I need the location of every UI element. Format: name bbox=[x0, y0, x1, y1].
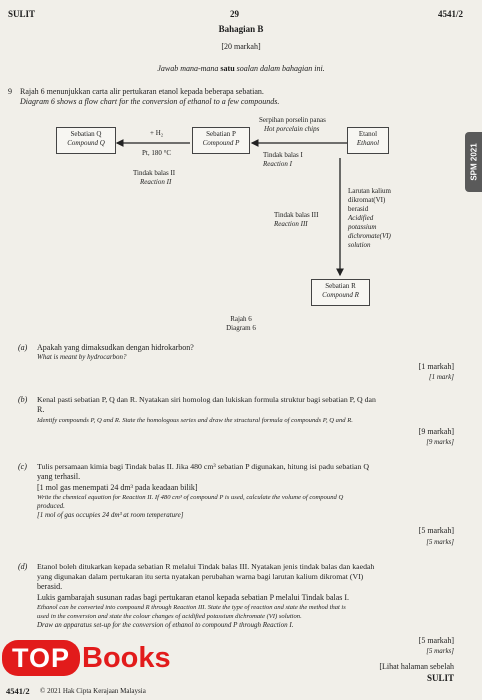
part-b-bm-1: Kenal pasti sebatian P, Q dan R. Nyatakan siri homolog dan lukiskan formula struktur bagi sebatian P, Q dan bbox=[37, 395, 376, 404]
header-sulit: SULIT bbox=[8, 9, 36, 19]
part-b-mark-bm: [9 markah] bbox=[418, 427, 454, 436]
section-title: Bahagian B bbox=[218, 24, 264, 34]
reagent-bm-1: Larutan kalium bbox=[348, 187, 391, 195]
h2-label: + H₂ bbox=[150, 129, 164, 137]
reagent-bm-2: dikromat(VI) bbox=[348, 196, 386, 204]
part-a-mark-bm: [1 markah] bbox=[418, 362, 454, 371]
part-c-mark-bm: [5 markah] bbox=[418, 526, 454, 535]
section-marks: [20 markah] bbox=[221, 42, 261, 51]
part-a-mark-en: [1 mark] bbox=[428, 373, 454, 381]
part-d-label: (d) bbox=[18, 562, 28, 571]
porcelain-bm: Serpihan porselin panas bbox=[259, 116, 326, 124]
reagent-bm-3: berasid bbox=[348, 205, 369, 213]
footer-copyright: © 2021 Hak Cipta Kerajaan Malaysia bbox=[40, 687, 146, 695]
compound-p-box bbox=[192, 127, 250, 154]
part-b-mark-en: [9 marks] bbox=[426, 438, 454, 446]
compound-r-bm: Sebatian R bbox=[325, 282, 356, 290]
ethanol-box bbox=[347, 127, 389, 154]
instruction-text: Jawab mana-mana bbox=[157, 64, 219, 73]
part-c-en-1: Write the chemical equation for Reaction II. If 480 cm³ of compound P is used, calculate the volume of compound Q bbox=[37, 494, 344, 501]
porcelain-en: Hot porcelain chips bbox=[264, 125, 320, 133]
diagram-caption-en: Diagram 6 bbox=[226, 324, 256, 332]
question-intro-bm: Rajah 6 menunjukkan carta alir pertukaran etanol kepada beberapa sebatian. bbox=[20, 87, 264, 96]
part-c-bm-1: Tulis persamaan kimia bagi Tindak balas II. Jika 480 cm³ sebatian P digunakan, hitung isi padu sebatian Q bbox=[37, 462, 369, 471]
instruction-rest: soalan dalam bahagian ini. bbox=[236, 64, 325, 73]
reaction1-en: Reaction I bbox=[263, 160, 292, 168]
part-a-bm: Apakah yang dimaksudkan dengan hidrokarbon? bbox=[37, 343, 194, 352]
compound-p-en: Compound P bbox=[202, 139, 240, 147]
ethanol-bm: Etanol bbox=[358, 130, 378, 138]
reaction3-en: Reaction III bbox=[274, 220, 308, 228]
part-d-en-2: used in the conversion and state the colour changes of acidified potassium dichromate (VI) solution. bbox=[37, 613, 302, 620]
reagent-en-4: solution bbox=[348, 241, 371, 249]
watermark-top: TOP bbox=[2, 640, 80, 676]
diagram-caption-bm: Rajah 6 bbox=[230, 315, 252, 323]
side-tab-label: SPM 2021 bbox=[469, 143, 478, 181]
part-d-bm-4: Lukis gambarajah susunan radas bagi pertukaran etanol kepada sebatian P melalui Tindak balas I. bbox=[37, 593, 350, 602]
watermark-books: Books bbox=[82, 642, 171, 674]
question-intro-en: Diagram 6 shows a flow chart for the conversion of ethanol to a few compounds. bbox=[20, 97, 280, 106]
part-c-en-2: produced. bbox=[37, 502, 65, 510]
part-d-en-3: Draw an apparatus set-up for the conversion of ethanol to compound P through Reaction I. bbox=[37, 621, 294, 629]
compound-q-bm: Sebatian Q bbox=[70, 130, 102, 138]
part-a-label: (a) bbox=[18, 343, 28, 352]
reagent-label bbox=[348, 187, 391, 250]
footer-sulit: SULIT bbox=[426, 673, 454, 683]
compound-r-box bbox=[311, 279, 370, 306]
part-d-en-1: Ethanol can be converted into compound R through Reaction III. State the type of reaction and state the method that is bbox=[37, 604, 346, 611]
paper-code: 4541/2 bbox=[438, 9, 464, 19]
part-d-mark-bm: [5 markah] bbox=[418, 636, 454, 645]
topbooks-watermark bbox=[2, 640, 177, 676]
ethanol-en: Ethanol bbox=[356, 139, 380, 147]
compound-q-box bbox=[56, 127, 116, 154]
part-b-bm-2: R. bbox=[37, 405, 45, 414]
part-c-bm-3: [1 mol gas menempati 24 dm³ pada keadaan bilik] bbox=[37, 483, 198, 492]
reagent-en-1: Acidified bbox=[348, 214, 374, 222]
part-d-bm-1: Etanol boleh ditukarkan kepada sebatian R melalui Tindak balas III. Nyatakan jenis tindak balas dan kaedah bbox=[37, 562, 375, 571]
reaction2-bm: Tindak balas II bbox=[133, 169, 176, 177]
reaction2-en: Reaction II bbox=[140, 178, 172, 186]
compound-q-en: Compound Q bbox=[67, 139, 105, 147]
part-b-en: Identify compounds P, Q and R. State the homologous series and draw the structural formula of compounds P, Q and R. bbox=[37, 417, 353, 424]
part-c-label: (c) bbox=[18, 462, 27, 471]
instruction-bold: satu bbox=[220, 64, 235, 73]
part-d-bm-3: berasid. bbox=[37, 582, 63, 591]
part-c-bm-2: yang terhasil. bbox=[37, 472, 81, 481]
page-number: 29 bbox=[230, 9, 239, 19]
part-d-mark-en: [5 marks] bbox=[426, 647, 454, 655]
compound-p-bm: Sebatian P bbox=[206, 130, 236, 138]
reagent-en-2: potassium bbox=[348, 223, 377, 231]
compound-r-en: Compound R bbox=[322, 291, 359, 299]
part-d-bm-2: yang digunakan dalam pertukaran itu serta nyatakan perubahan warna bagi larutan kalium dikromat (VI) bbox=[37, 572, 364, 581]
pt-condition: Pt, 180 °C bbox=[142, 149, 172, 157]
reagent-en-3: dichromate(VI) bbox=[348, 232, 391, 240]
footer-next-page: [Lihat halaman sebelah bbox=[379, 662, 454, 671]
reaction1-bm: Tindak balas I bbox=[263, 151, 303, 159]
question-number: 9 bbox=[8, 87, 12, 96]
part-a-en: What is meant by hydrocarbon? bbox=[37, 353, 127, 361]
part-c-mark-en: [5 marks] bbox=[426, 538, 454, 546]
part-c-en-3: [1 mol of gas occupies 24 dm³ at room temperature] bbox=[37, 511, 184, 519]
footer-code: 4541/2 bbox=[6, 686, 30, 696]
part-b-label: (b) bbox=[18, 395, 28, 404]
reaction3-bm: Tindak balas III bbox=[274, 211, 319, 219]
